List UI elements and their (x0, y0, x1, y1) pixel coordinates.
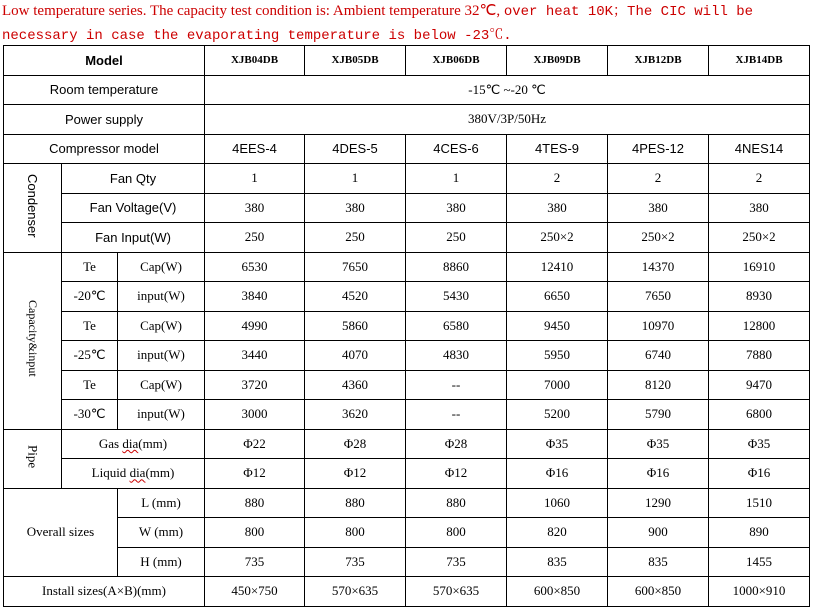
model-cell: XJB05DB (305, 46, 406, 76)
l-cell: 1290 (608, 488, 709, 518)
row-power-supply (4, 105, 810, 135)
fan-qty-cell: 1 (205, 164, 305, 194)
l-cell: 880 (205, 488, 305, 518)
h-cell: 735 (205, 547, 305, 577)
in25-cell: 7880 (709, 341, 810, 371)
fan-input-cell: 250×2 (507, 223, 608, 253)
cap20-cell: 6530 (205, 252, 305, 282)
gas-cell: Φ35 (608, 429, 709, 459)
w-cell: 890 (709, 518, 810, 548)
cap30-cell: 8120 (608, 370, 709, 400)
in20-cell: 5430 (406, 282, 507, 312)
overall-sizes-label: Overall sizes (4, 488, 118, 577)
cap-label: Cap(W) (118, 311, 205, 341)
cap20-cell: 7650 (305, 252, 406, 282)
row-fan-voltage (4, 193, 810, 223)
install-cell: 570×635 (305, 577, 406, 607)
header-note-part2: over heat 10K；The CIC will be necessary in case the evaporating temperature is below -23℃. (2, 4, 754, 44)
capacity-group-label: Capacity&input (26, 300, 40, 377)
compressor-cell: 4EES-4 (205, 134, 305, 164)
row-width (4, 518, 810, 548)
gas-dia-label: Gas dia(mm) (62, 429, 205, 459)
in25-cell: 5950 (507, 341, 608, 371)
h-cell: 735 (406, 547, 507, 577)
row-input-20 (4, 282, 810, 312)
cap25-cell: 6580 (406, 311, 507, 341)
fan-qty-label: Fan Qty (62, 164, 205, 194)
in20-cell: 6650 (507, 282, 608, 312)
capacity-group-cell (4, 252, 62, 429)
room-temp-value: -15℃ ~-20 ℃ (205, 75, 810, 105)
in25-cell: 6740 (608, 341, 709, 371)
compressor-cell: 4PES-12 (608, 134, 709, 164)
fan-voltage-cell: 380 (205, 193, 305, 223)
in25-cell: 4830 (406, 341, 507, 371)
fan-input-label: Fan Input(W) (62, 223, 205, 253)
cap25-cell: 4990 (205, 311, 305, 341)
cap25-cell: 5860 (305, 311, 406, 341)
row-fan-input (4, 223, 810, 253)
gas-cell: Φ35 (709, 429, 810, 459)
fan-qty-cell: 2 (507, 164, 608, 194)
fan-input-cell: 250 (406, 223, 507, 253)
l-label: L (mm) (118, 488, 205, 518)
row-room-temperature (4, 75, 810, 105)
model-cell: XJB14DB (709, 46, 810, 76)
w-cell: 800 (205, 518, 305, 548)
fan-qty-cell: 2 (709, 164, 810, 194)
fan-qty-cell: 1 (406, 164, 507, 194)
model-cell: XJB04DB (205, 46, 305, 76)
cap20-cell: 12410 (507, 252, 608, 282)
cap25-cell: 9450 (507, 311, 608, 341)
fan-voltage-cell: 380 (608, 193, 709, 223)
te-label-25: Te (62, 311, 118, 341)
compressor-cell: 4TES-9 (507, 134, 608, 164)
install-cell: 450×750 (205, 577, 305, 607)
header-note (2, 0, 822, 48)
row-liquid-dia (4, 459, 810, 489)
l-cell: 1060 (507, 488, 608, 518)
model-cell: XJB12DB (608, 46, 709, 76)
cap25-cell: 10970 (608, 311, 709, 341)
cap30-cell: -- (406, 370, 507, 400)
row-compressor (4, 134, 810, 164)
cap30-cell: 4360 (305, 370, 406, 400)
in20-cell: 8930 (709, 282, 810, 312)
cap30-cell: 3720 (205, 370, 305, 400)
compressor-cell: 4NES14 (709, 134, 810, 164)
input-label: input(W) (118, 341, 205, 371)
spec-table (3, 45, 810, 607)
in30-cell: 3000 (205, 400, 305, 430)
row-height (4, 547, 810, 577)
in30-cell: 6800 (709, 400, 810, 430)
te-label-30: Te (62, 370, 118, 400)
fan-input-cell: 250 (305, 223, 406, 253)
h-cell: 735 (305, 547, 406, 577)
l-cell: 880 (406, 488, 507, 518)
liquid-dia-label: Liquid dia(mm) (62, 459, 205, 489)
fan-voltage-cell: 380 (709, 193, 810, 223)
compressor-cell: 4DES-5 (305, 134, 406, 164)
row-length (4, 488, 810, 518)
input-label: input(W) (118, 282, 205, 312)
liquid-cell: Φ16 (608, 459, 709, 489)
w-label: W (mm) (118, 518, 205, 548)
compressor-label: Compressor model (4, 134, 205, 164)
fan-qty-cell: 1 (305, 164, 406, 194)
liquid-cell: Φ12 (205, 459, 305, 489)
compressor-cell: 4CES-6 (406, 134, 507, 164)
row-install-sizes (4, 577, 810, 607)
fan-input-cell: 250×2 (608, 223, 709, 253)
liquid-cell: Φ12 (406, 459, 507, 489)
w-cell: 800 (406, 518, 507, 548)
row-cap-20 (4, 252, 810, 282)
condenser-group-label: Condenser (25, 174, 40, 239)
gas-cell: Φ22 (205, 429, 305, 459)
gas-cell: Φ28 (406, 429, 507, 459)
room-temp-label: Room temperature (4, 75, 205, 105)
install-cell: 1000×910 (709, 577, 810, 607)
in20-cell: 3840 (205, 282, 305, 312)
install-cell: 570×635 (406, 577, 507, 607)
cap25-cell: 12800 (709, 311, 810, 341)
install-label: Install sizes(A×B)(mm) (4, 577, 205, 607)
install-cell: 600×850 (608, 577, 709, 607)
cap-label: Cap(W) (118, 370, 205, 400)
te-label-20: Te (62, 252, 118, 282)
w-cell: 820 (507, 518, 608, 548)
liquid-cell: Φ16 (507, 459, 608, 489)
fan-voltage-cell: 380 (406, 193, 507, 223)
model-cell: XJB09DB (507, 46, 608, 76)
w-cell: 900 (608, 518, 709, 548)
h-cell: 835 (507, 547, 608, 577)
in20-cell: 7650 (608, 282, 709, 312)
l-cell: 1510 (709, 488, 810, 518)
row-input-30 (4, 400, 810, 430)
te-temp-25: -25℃ (62, 341, 118, 371)
te-temp-20: -20℃ (62, 282, 118, 312)
header-note-part1: Low temperature series. The capacity test condition is: Ambient temperature 32℃, (2, 3, 501, 19)
fan-input-cell: 250×2 (709, 223, 810, 253)
install-cell: 600×850 (507, 577, 608, 607)
fan-voltage-cell: 380 (305, 193, 406, 223)
model-cell: XJB06DB (406, 46, 507, 76)
h-label: H (mm) (118, 547, 205, 577)
liquid-cell: Φ12 (305, 459, 406, 489)
pipe-group-cell (4, 429, 62, 488)
row-gas-dia (4, 429, 810, 459)
fan-voltage-label: Fan Voltage(V) (62, 193, 205, 223)
liquid-cell: Φ16 (709, 459, 810, 489)
cap30-cell: 7000 (507, 370, 608, 400)
row-fan-qty (4, 164, 810, 194)
te-temp-30: -30℃ (62, 400, 118, 430)
in20-cell: 4520 (305, 282, 406, 312)
row-model (4, 46, 810, 76)
power-label: Power supply (4, 105, 205, 135)
h-cell: 835 (608, 547, 709, 577)
power-value: 380V/3P/50Hz (205, 105, 810, 135)
in25-cell: 3440 (205, 341, 305, 371)
model-label: Model (4, 46, 205, 76)
in25-cell: 4070 (305, 341, 406, 371)
gas-cell: Φ28 (305, 429, 406, 459)
gas-cell: Φ35 (507, 429, 608, 459)
cap20-cell: 8860 (406, 252, 507, 282)
row-cap-25 (4, 311, 810, 341)
cap20-cell: 14370 (608, 252, 709, 282)
pipe-group-label: Pipe (25, 444, 41, 469)
fan-voltage-cell: 380 (507, 193, 608, 223)
in30-cell: -- (406, 400, 507, 430)
in30-cell: 5790 (608, 400, 709, 430)
in30-cell: 5200 (507, 400, 608, 430)
h-cell: 1455 (709, 547, 810, 577)
cap20-cell: 16910 (709, 252, 810, 282)
l-cell: 880 (305, 488, 406, 518)
fan-input-cell: 250 (205, 223, 305, 253)
in30-cell: 3620 (305, 400, 406, 430)
cap30-cell: 9470 (709, 370, 810, 400)
input-label: input(W) (118, 400, 205, 430)
condenser-group-cell (4, 164, 62, 253)
cap-label: Cap(W) (118, 252, 205, 282)
row-cap-30 (4, 370, 810, 400)
w-cell: 800 (305, 518, 406, 548)
fan-qty-cell: 2 (608, 164, 709, 194)
row-input-25 (4, 341, 810, 371)
